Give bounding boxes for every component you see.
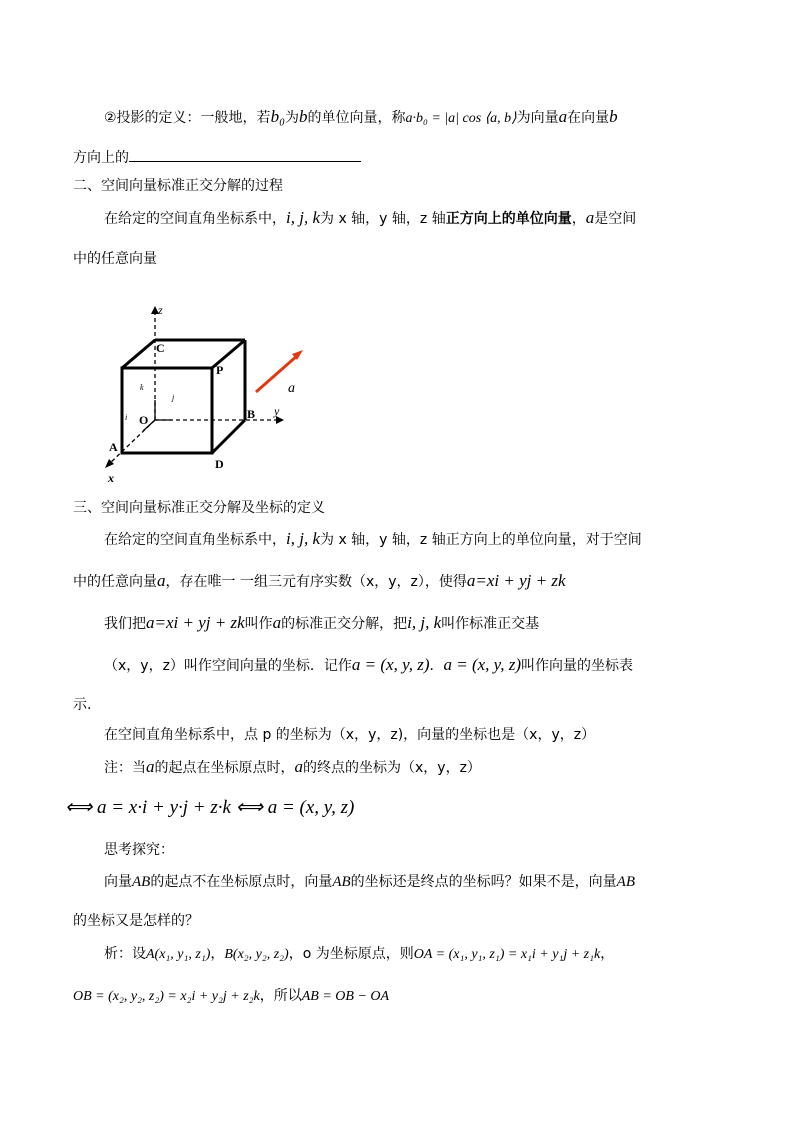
j-label: j	[172, 393, 175, 402]
ijk-symbols-3: i, j, k	[407, 613, 442, 632]
ab-symbol-2: AB	[332, 874, 351, 890]
section3-heading: 三、空间向量标准正交分解及坐标的定义	[73, 500, 325, 516]
cube-figure	[100, 300, 320, 490]
explore-text-3c: ，	[600, 946, 615, 962]
b0-symbol: b₀	[270, 107, 285, 126]
section3-text-3b: 叫作	[244, 616, 273, 632]
section3-text-2b: ，存在唯一 一组三元有序实数（x，y，z），使得	[165, 574, 467, 590]
section3-text-4b: ．	[429, 658, 444, 674]
projection-line-1	[104, 107, 618, 129]
section3-line-2	[73, 571, 566, 592]
section2-line-2: 中的任意向量	[73, 251, 157, 267]
section3-text-1b: 为 x 轴，y 轴，z 轴正方向上的单位向量，对于空间	[320, 532, 642, 548]
section3-line-7	[104, 757, 481, 778]
section3-text-2a: 中的任意向量	[73, 574, 157, 590]
section3-line-1	[104, 529, 642, 550]
explore-line-2: 的坐标又是怎样的？	[73, 913, 199, 929]
ab-symbol-3: AB	[616, 874, 635, 890]
explore-title: 思考探究：	[104, 842, 174, 858]
cube-edge-depth-3	[212, 420, 245, 453]
section3-text-3c: 的标准正交分解，把	[281, 616, 408, 632]
point-o-label: O	[139, 413, 149, 427]
coordinate-formula-2: a = (x, y, z)	[443, 655, 522, 674]
projection-line-2	[73, 147, 361, 168]
explore-text-1c: 的坐标还是终点的坐标吗？如果不是，向量	[350, 874, 617, 890]
section3-text-7c: 的终点的坐标为（x，y，z）	[303, 760, 481, 776]
section2-line-1	[104, 208, 636, 229]
section2-bold: 正方向上的单位向量	[445, 211, 572, 227]
section2-heading: 二、空间向量标准正交分解的过程	[73, 178, 283, 194]
projection-formula: a·b₀ = |a| cos ⟨a, b⟩	[405, 111, 517, 126]
cube-edge-depth-1	[122, 340, 155, 368]
section3-text-4a: （x，y，z）叫作空间向量的坐标．记作	[104, 658, 352, 674]
z-label: z	[158, 303, 163, 317]
a-symbol-2: a	[585, 208, 595, 227]
explore-line-4	[73, 986, 389, 1007]
section3-text-3d: 叫作标准正交基	[441, 616, 540, 632]
a-symbol-4: a	[272, 613, 282, 632]
projection-text-1: ②投影的定义：一般地，若	[104, 110, 271, 126]
point-d-label: D	[215, 457, 224, 471]
section3-line-6: 在空间直角坐标系中，点 p 的坐标为（x，y，z)，向量的坐标也是（x，y，z）	[104, 727, 596, 743]
point-b-label: B	[247, 407, 256, 421]
section3-line-4	[104, 655, 633, 676]
oa-formula: OA = (x₁, y₁, z₁) = x₁i + y₁j + z₁k	[413, 947, 601, 962]
section3-text-7a: 注：当	[104, 760, 146, 776]
explore-text-1b: 的起点不在坐标原点时，向量	[150, 874, 333, 890]
ijk-symbols-2: i, j, k	[286, 529, 320, 548]
answer-blank	[129, 147, 361, 162]
explore-line-3	[104, 944, 614, 965]
x-label: x	[108, 471, 114, 485]
k-label: k	[140, 383, 144, 392]
explore-text-3a: 析：设	[104, 946, 146, 962]
section3-line-5: 示.	[73, 697, 92, 713]
ob-formula: OB = (x₂, y₂, z₂) = x₂i + y₂j + z₂k	[73, 989, 260, 1004]
section2-text-4: 是空间	[594, 211, 637, 227]
section3-line-3	[104, 613, 539, 634]
projection-text-3: 的单位向量，称	[307, 110, 406, 126]
point-a-coords: A(x₁, y₁, z₁)	[146, 947, 211, 962]
projection-text-4: 为向量	[516, 110, 559, 126]
a-symbol-5: a	[146, 757, 155, 776]
ab-difference-formula: AB = OB − OA	[301, 989, 390, 1004]
projection-text-6: 方向上的	[73, 150, 129, 166]
a-symbol-3: a	[157, 571, 166, 590]
section2-text-1: 在给定的空间直角坐标系中，	[104, 211, 286, 227]
explore-text-1a: 向量	[104, 874, 132, 890]
explore-text-3b: ，o 为坐标原点，则	[288, 946, 414, 962]
ijk-symbols: i, j, k	[286, 208, 320, 227]
point-b-coords: B(x₂, y₂, z₂)	[224, 947, 289, 962]
section3-text-7b: 的起点在坐标原点时，	[154, 760, 295, 776]
y-label: y	[274, 404, 280, 418]
section3-text-1a: 在给定的空间直角坐标系中，	[104, 532, 286, 548]
decomposition-formula-2: a=xi + yj + zk	[146, 613, 245, 632]
b-symbol-2: b	[609, 107, 618, 126]
point-p-label: P	[216, 363, 224, 377]
projection-text-2: 为	[284, 110, 299, 126]
point-c-label: C	[156, 341, 165, 355]
a-symbol-6: a	[294, 757, 303, 776]
explore-text-4a: ，所以	[259, 988, 302, 1004]
section2-text-3: ，	[571, 211, 586, 227]
section3-text-3a: 我们把	[104, 616, 146, 632]
ab-symbol-1: AB	[132, 874, 151, 890]
projection-text-5: 在向量	[567, 110, 610, 126]
i-label: i	[125, 413, 128, 422]
cube-front-face	[122, 368, 212, 453]
explore-line-1	[104, 872, 635, 892]
point-a-label: A	[109, 440, 118, 454]
decomposition-formula-1: a=xi + yj + zk	[466, 571, 566, 590]
equivalence-line	[65, 798, 354, 818]
coordinate-formula-1: a = (x, y, z)	[351, 655, 430, 674]
explore-comma: ，	[210, 946, 225, 962]
section3-text-4c: 叫作向量的坐标表	[521, 658, 634, 674]
b-symbol: b	[298, 107, 308, 126]
equivalence-formula: ⟺ a = x·i + y·j + z·k ⟺ a = (x, y, z)	[65, 797, 355, 818]
vector-a-label: a	[288, 381, 295, 396]
a-symbol: a	[558, 107, 568, 126]
section2-text-2: 为 x 轴，y 轴，z 轴	[320, 211, 446, 227]
